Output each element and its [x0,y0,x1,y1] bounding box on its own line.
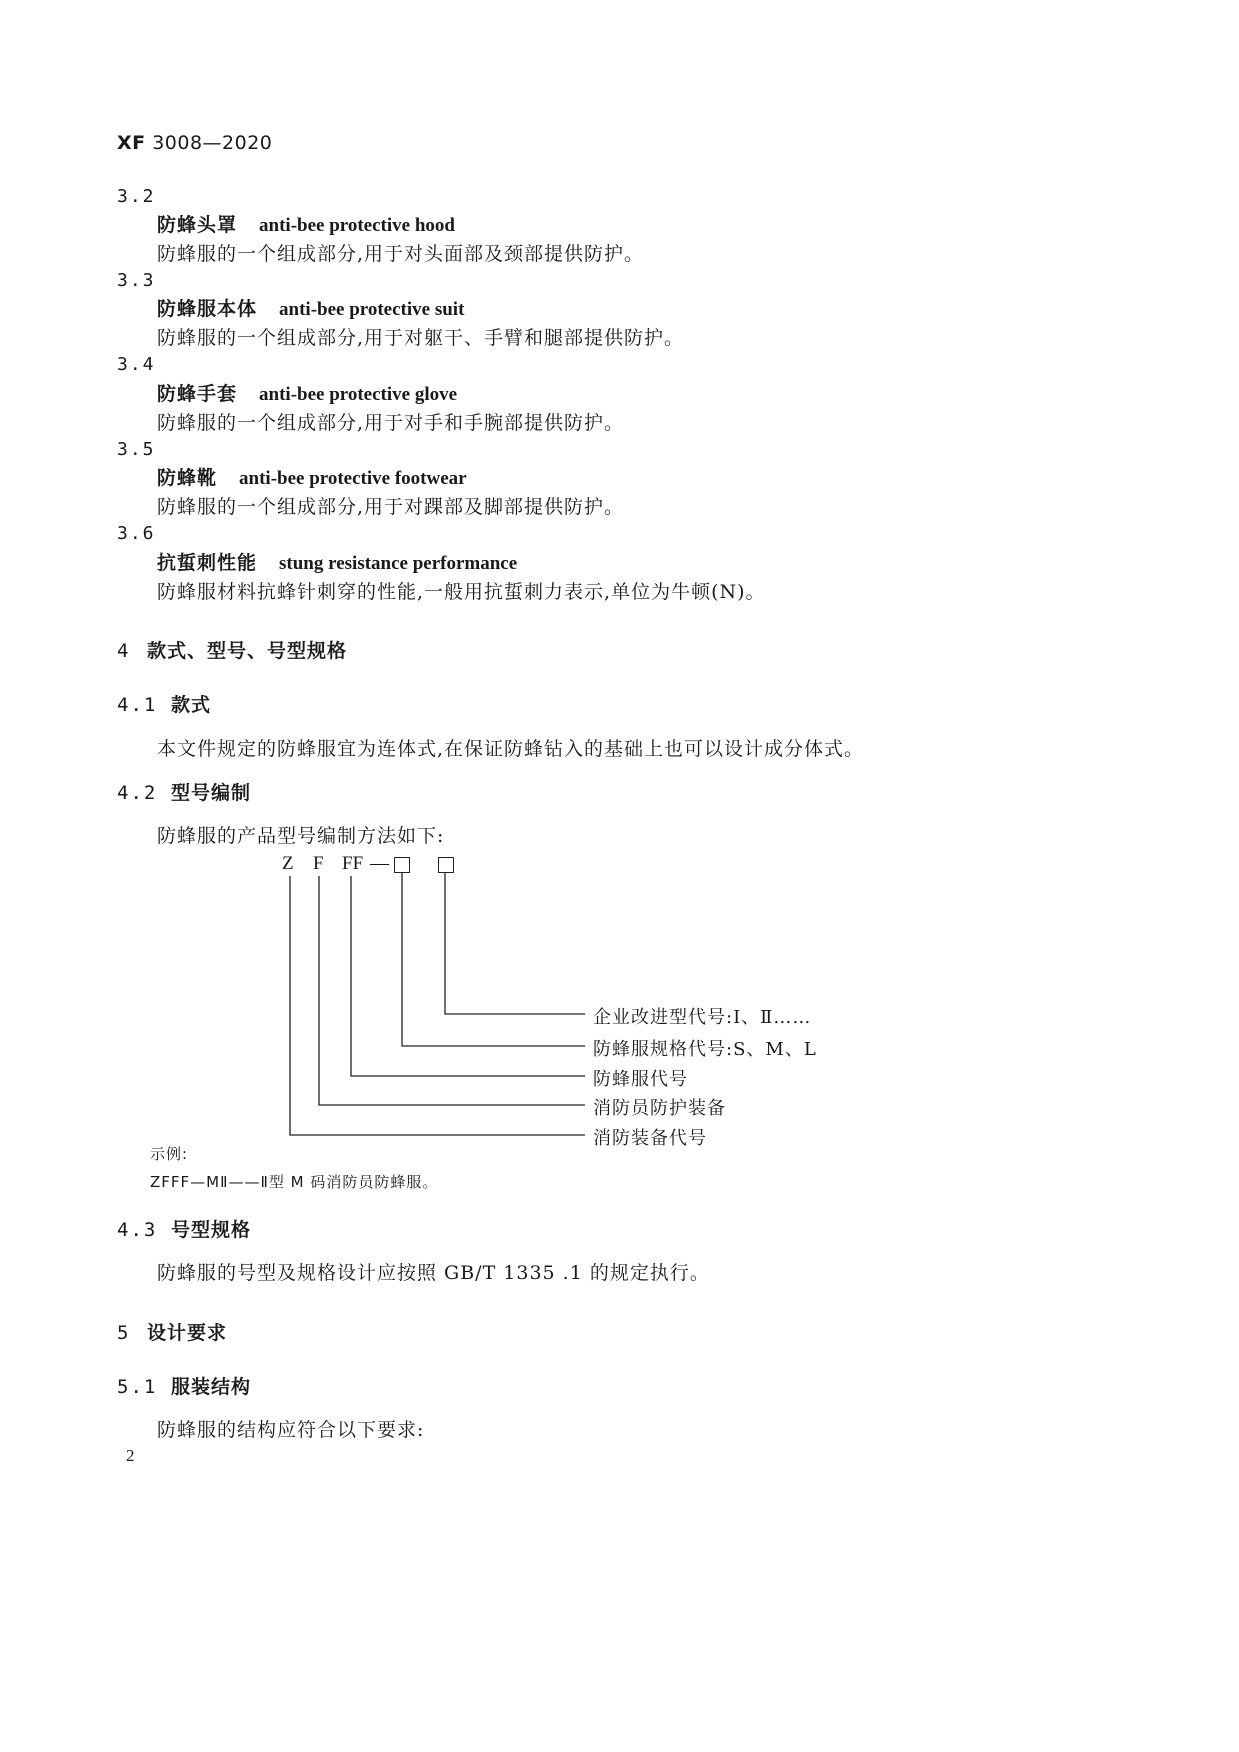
standard-number: 3008—2020 [152,132,273,154]
section-number: 4.3 [117,1219,158,1241]
section-heading-5-1 [117,1372,251,1399]
paragraph: 防蜂服的结构应符合以下要求: [157,1419,425,1441]
term-definition: 防蜂服的一个组成部分,用于对踝部及脚部提供防护。 [157,496,625,518]
section-number: 5.1 [117,1376,158,1398]
diagram-label-size: 防蜂服规格代号:S、M、L [593,1039,817,1060]
diagram-label-variant: 企业改进型代号:Ⅰ、Ⅱ…… [593,1007,812,1028]
term-zh: 抗蜇刺性能 [157,552,258,574]
section-heading-5 [117,1318,227,1345]
term-en: anti-bee protective footwear [239,468,467,489]
section-title: 服装结构 [171,1376,252,1398]
paragraph: 防蜂服的产品型号编制方法如下: [157,825,445,847]
paragraph: 本文件规定的防蜂服宜为连体式,在保证防蜂钻入的基础上也可以设计成分体式。 [157,738,865,760]
term-number: 3.3 [117,270,156,291]
section-number: 4 [117,640,131,662]
term-number: 3.2 [117,186,156,207]
term-zh: 防蜂头罩 [157,214,238,236]
section-title: 号型规格 [171,1219,252,1241]
term-zh: 防蜂手套 [157,383,238,405]
section-title: 款式、型号、号型规格 [147,640,348,662]
term-number: 3.4 [117,354,156,375]
term-zh: 防蜂服本体 [157,298,258,320]
code-char-z: Z [282,853,294,874]
section-title: 款式 [171,694,212,716]
term-number: 3.5 [117,439,156,460]
diagram-label-suit-code: 防蜂服代号 [593,1069,688,1090]
example-label: 示例: [150,1145,189,1163]
section-number: 4.1 [117,694,158,716]
code-char-ff: FF [342,853,364,874]
diagram-label-equipment-code: 消防装备代号 [593,1128,707,1149]
page-number: 2 [126,1446,135,1465]
term-en: anti-bee protective glove [259,384,458,405]
example-text: ZFFF—MⅡ——Ⅱ型 M 码消防员防蜂服。 [150,1173,439,1191]
term-definition: 防蜂服的一个组成部分,用于对头面部及颈部提供防护。 [157,243,645,265]
term-en: anti-bee protective suit [279,299,465,320]
term-definition: 防蜂服材料抗蜂针刺穿的性能,一般用抗蜇刺力表示,单位为牛顿(N)。 [157,581,766,603]
term-definition: 防蜂服的一个组成部分,用于对躯干、手臂和腿部提供防护。 [157,327,685,349]
diagram-label-protective-equipment: 消防员防护装备 [593,1098,726,1119]
section-number: 5 [117,1322,131,1344]
section-heading-4-3 [117,1215,251,1242]
section-number: 4.2 [117,782,158,804]
term-en: stung resistance performance [279,553,518,574]
term-en: anti-bee protective hood [259,215,455,236]
paragraph: 防蜂服的号型及规格设计应按照 GB/T 1335 .1 的规定执行。 [157,1262,710,1284]
code-dash: — [370,853,389,874]
section-title: 型号编制 [171,782,252,804]
standard-prefix: XF [117,132,146,154]
section-title: 设计要求 [147,1322,228,1344]
term-number: 3.6 [117,523,156,544]
term-zh: 防蜂靴 [157,467,218,489]
code-char-f: F [313,853,324,874]
term-definition: 防蜂服的一个组成部分,用于对手和手腕部提供防护。 [157,412,625,434]
